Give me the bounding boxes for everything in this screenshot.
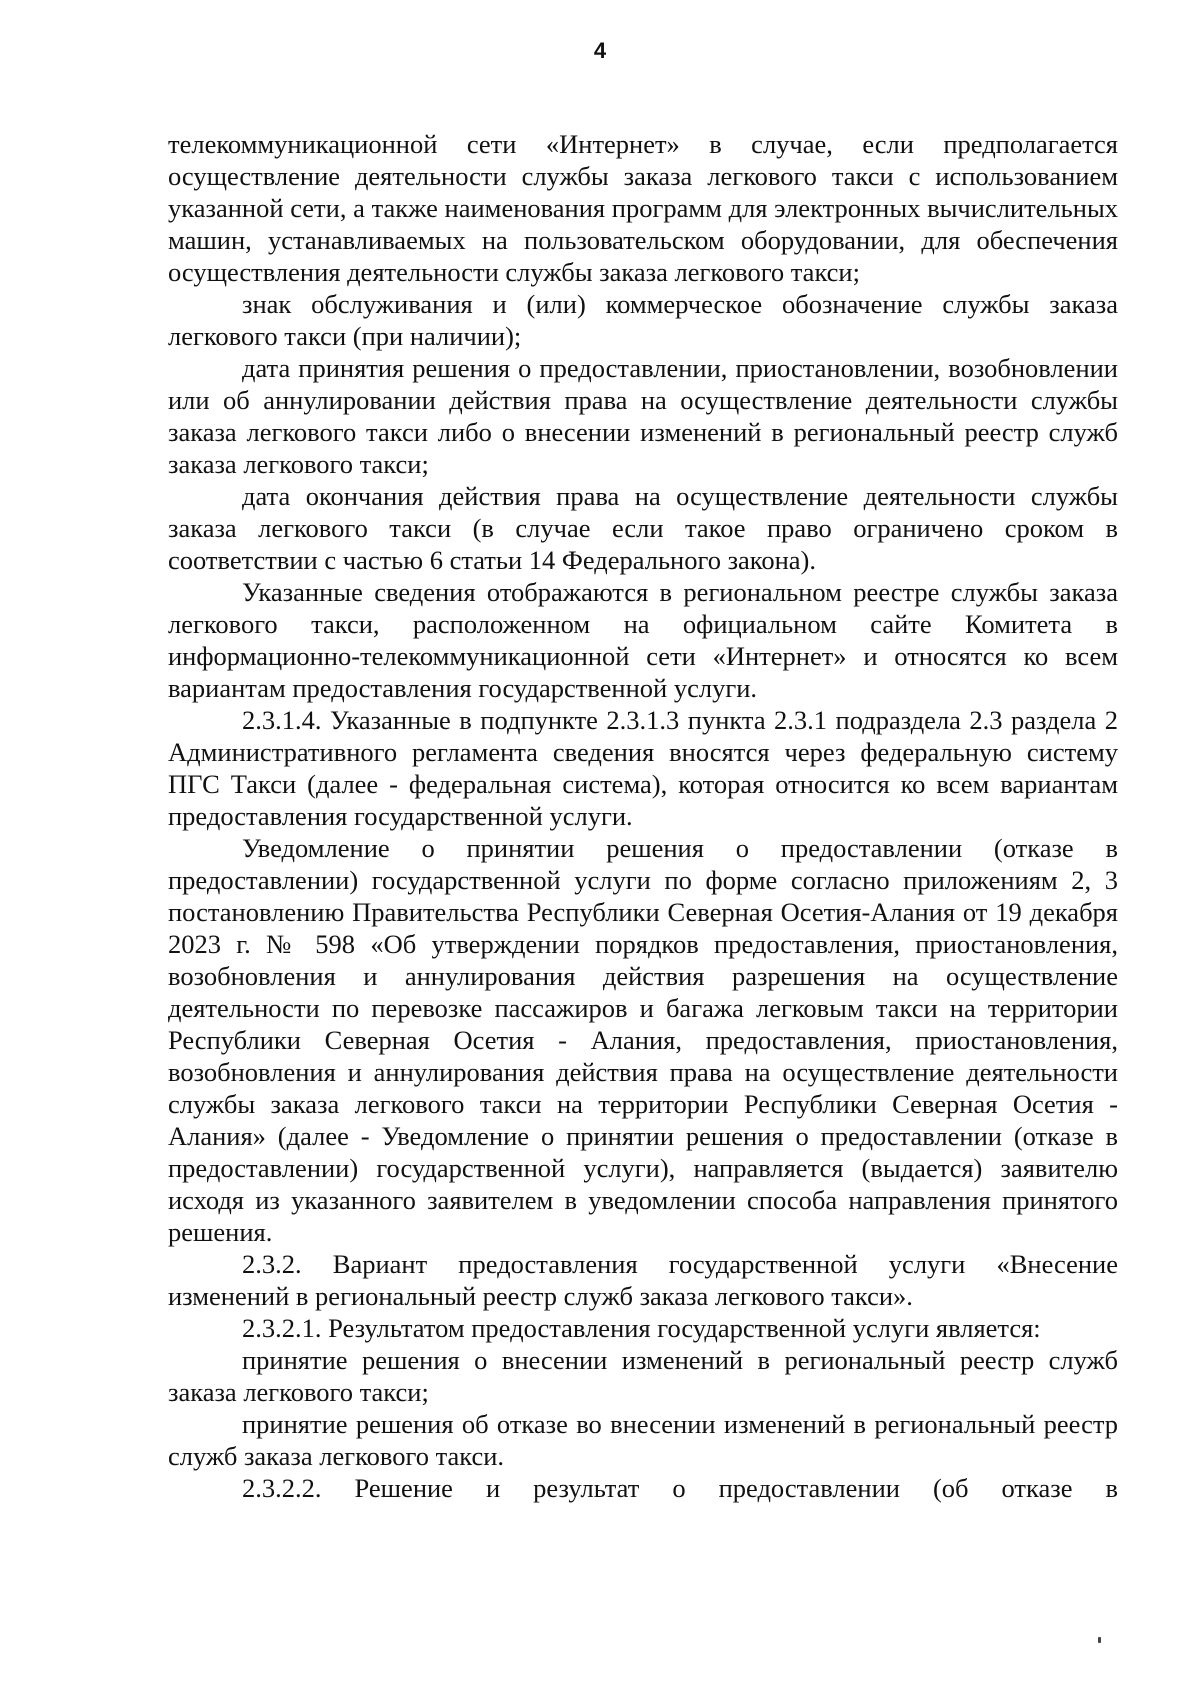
page-number: 4 <box>593 38 607 63</box>
document-body <box>168 128 1118 1504</box>
paragraph-notification: Уведомление о принятии решения о предоставлении (отказе в предоставлении) государственной услуги по форме согласно приложениям 2, 3 постановлению Правительства Республики Северная Осетия-Алания от 19 декабря 2023 г. № 598 «Об утверждении порядков предоставления, приостановления, возобновления и аннулирования действия разрешения на осуществление деятельности по перевозке пассажиров и багажа легковым такси на территории Республики Северная Осетия - Алания, предоставления, приостановления, возобновления и аннулирования действия права на осуществление деятельности службы заказа легкового такси на территории Республики Северная Осетия - Алания» (далее - Уведомление о принятии решения о предоставлении (отказе в предоставлении) государственной услуги), направляется (выдается) заявителю исходя из указанного заявителем в уведомлении способа направления принятого решения. <box>168 833 1118 1247</box>
paragraph-2-3-1-4: 2.3.1.4. Указанные в подпункте 2.3.1.3 пункта 2.3.1 подраздела 2.3 раздела 2 Административного регламента сведения вносятся через федеральную систему ПГС Такси (далее - федеральная система), которая относится ко всем вариантам предоставления государственной услуги. <box>168 705 1118 831</box>
paragraph-result-amend: принятие решения о внесении изменений в региональный реестр служб заказа легкового такси; <box>168 1345 1118 1407</box>
paragraph-2-3-2: 2.3.2. Вариант предоставления государственной услуги «Внесение изменений в региональный реестр служб заказа легкового такси». <box>168 1249 1118 1311</box>
paragraph-result-refusal: принятие решения об отказе во внесении изменений в региональный реестр служб заказа легкового такси. <box>168 1409 1118 1471</box>
paragraph-software-info: телекоммуникационной сети «Интернет» в случае, если предполагается осуществление деятельности службы заказа легкового такси с использованием указанной сети, а также наименования программ для электронных вычислительных машин, устанавливаемых на пользовательском оборудовании, для обеспечения осуществления деятельности службы заказа легкового такси; <box>168 129 1118 287</box>
paragraph-decision-date: дата принятия решения о предоставлении, приостановлении, возобновлении или об аннулировании действия права на осуществление деятельности службы заказа легкового такси либо о внесении изменений в региональный реестр служб заказа легкового такси; <box>168 353 1118 479</box>
paragraph-2-3-2-1: 2.3.2.1. Результатом предоставления государственной услуги является: <box>242 1313 1041 1343</box>
scan-mark <box>1098 1637 1101 1643</box>
paragraph-2-3-2-2: 2.3.2.2. Решение и результат о предоставлении (об отказе в <box>242 1473 1118 1503</box>
paragraph-service-mark: знак обслуживания и (или) коммерческое обозначение службы заказа легкового такси (при наличии); <box>168 289 1118 351</box>
paragraph-expiry-date: дата окончания действия права на осуществление деятельности службы заказа легкового такси (в случае если такое право ограничено сроком в соответствии с частью 6 статьи 14 Федерального закона). <box>168 481 1118 575</box>
paragraph-registry-display: Указанные сведения отображаются в региональном реестре службы заказа легкового такси, расположенном на официальном сайте Комитета в информационно-телекоммуникационной сети «Интернет» и относятся ко всем вариантам предоставления государственной услуги. <box>168 577 1118 703</box>
